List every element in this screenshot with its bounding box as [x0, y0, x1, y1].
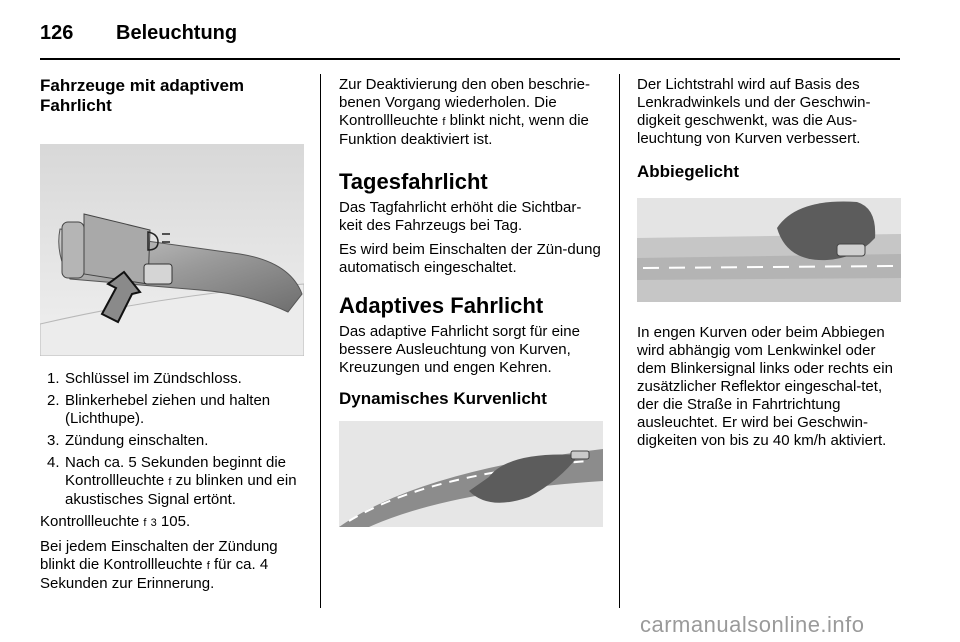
daytime-paragraph-2: Es wird beim Einschalten der Zün-dung automatisch eingeschaltet. [339, 241, 601, 276]
daytime-paragraph-1: Das Tagfahrlicht erhöht die Sichtbar-keit des Fahrzeugs bei Tag. [339, 199, 582, 234]
page-reference-arrow-icon: 3 [150, 517, 157, 529]
chapter-title: Beleuchtung [116, 22, 238, 44]
curve-light-illustration [339, 421, 603, 527]
list-item: 1. Schlüssel im Zündschloss. [47, 370, 242, 387]
watermark: carmanualsonline.info [640, 612, 865, 637]
indicator-lamp-icon: f [442, 116, 446, 128]
column-divider-2 [619, 74, 620, 608]
reference-paragraph: Kontrollleuchte f 3 105. [40, 513, 191, 530]
page-number: 126 [40, 22, 74, 44]
steps-list [40, 370, 304, 509]
header-divider [40, 58, 900, 60]
section-heading-daytime-lights: Tagesfahrlicht [339, 169, 488, 194]
indicator-lamp-icon: f [206, 560, 210, 572]
column-1 [40, 76, 304, 593]
cornering-light-illustration [637, 198, 901, 302]
reminder-paragraph: Bei jedem Einschalten der Zündung blinkt die Kontrollleuchte f für ca. 4 Sekunden zur Erinnerung. [40, 538, 278, 592]
column-divider-1 [320, 74, 321, 608]
indicator-lamp-icon: f [168, 476, 172, 488]
page-header [40, 18, 920, 62]
list-item: 3. Zündung einschalten. [47, 432, 209, 449]
section-heading-cornering-light: Abbiegelicht [637, 162, 740, 181]
section-heading-dynamic-curve-light: Dynamisches Kurvenlicht [339, 389, 547, 408]
beam-paragraph: Der Lichtstrahl wird auf Basis des Lenkradwinkels und der Geschwin-digkeit geschwenkt, was die Aus-leuchtung von Kurven verbessert. [637, 76, 871, 147]
cornering-paragraph: In engen Kurven oder beim Abbiegen wird abhängig vom Lenkwinkel oder dem Blinkersignal links oder rechts ein zusätzlicher Reflektor eingeschal-tet, der die Straße in Fahrtrichtung ausleuchtet. Er wird bei Geschwin-digkeiten von bis zu 40 km/h aktiviert. [637, 324, 893, 449]
indicator-lamp-icon: f [143, 517, 147, 529]
section-heading-adaptive-vehicles: Fahrzeuge mit adaptivem Fahrlicht [40, 76, 245, 115]
lever-illustration [40, 144, 304, 356]
list-item: 4. Nach ca. 5 Sekunden beginnt die Kontrollleuchte f zu blinken und ein akustisches Signal ertönt. [47, 454, 297, 508]
list-item: 2. Blinkerhebel ziehen und halten (Lichthupe). [47, 392, 271, 427]
deactivation-paragraph: Zur Deaktivierung den oben beschrie-benen Vorgang wiederholen. Die Kontrollleuchte f blinkt nicht, wenn die Funktion deaktiviert ist. [339, 76, 590, 148]
column-3 [637, 76, 903, 450]
section-heading-adaptive-lights: Adaptives Fahrlicht [339, 293, 544, 318]
column-2 [339, 76, 603, 527]
adaptive-paragraph: Das adaptive Fahrlicht sorgt für eine bessere Ausleuchtung von Kurven, Kreuzungen und engen Kehren. [339, 323, 580, 376]
